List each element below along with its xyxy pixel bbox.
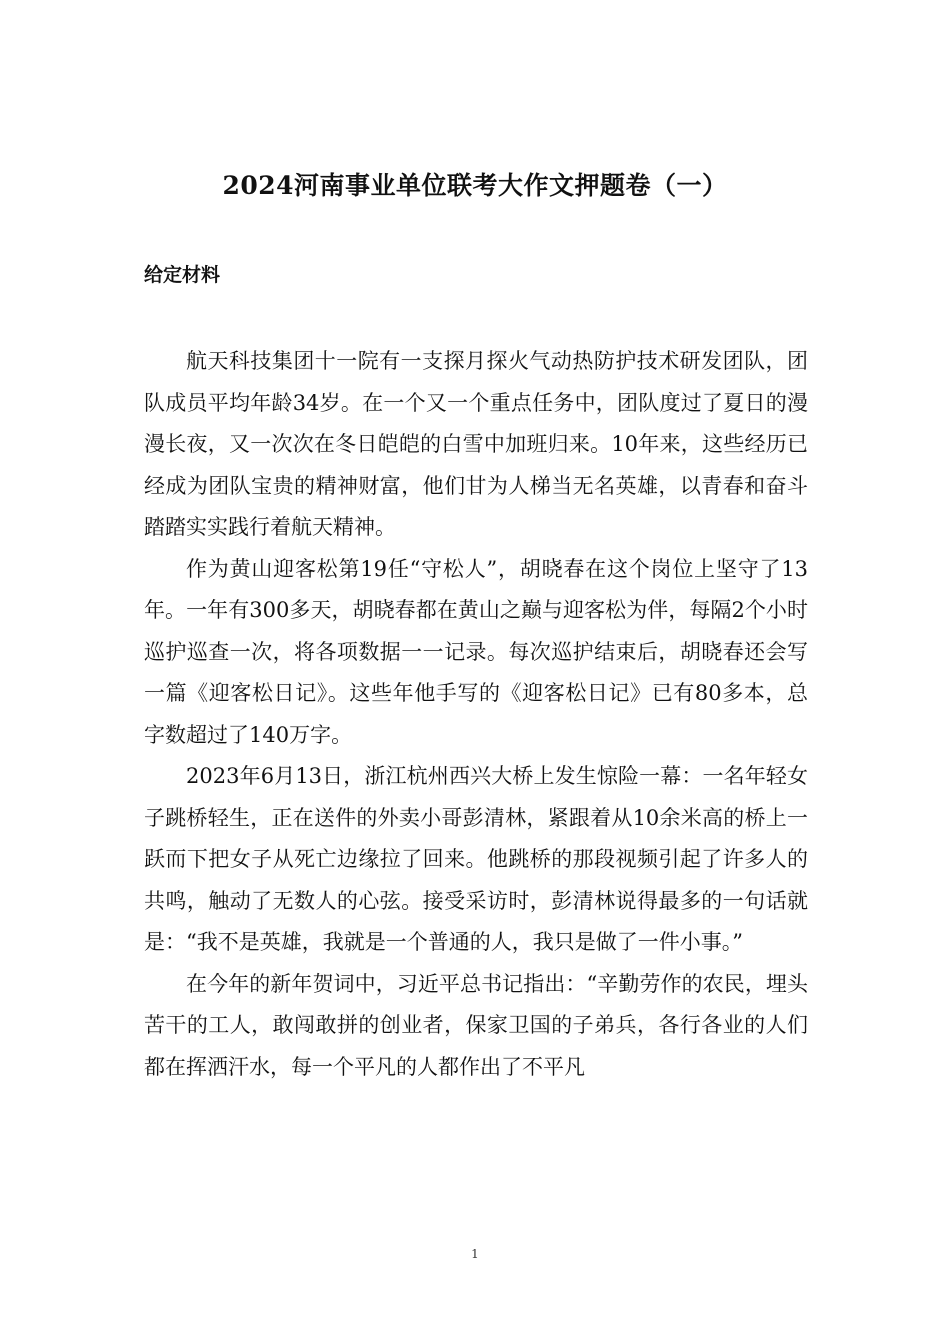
material-body (144, 341, 808, 1088)
paragraph-4: 在今年的新年贺词中，习近平总书记指出：“辛勤劳作的农民，埋头苦干的工人，敢闯敢拼的创业者，保家卫国的子弟兵，各行各业的人们都在挥洒汗水，每一个平凡的人都作出了不平凡 (144, 971, 808, 1079)
page-number: 1 (471, 1247, 479, 1261)
paragraph-2: 作为黄山迎客松第19任“守松人”，胡晓春在这个岗位上坚守了13年。一年有300多天，胡晓春都在黄山之巅与迎客松为伴，每隔2个小时巡护巡查一次，将各项数据一一记录。每次巡护结束后，胡晓春还会写一篇《迎客松日记》。这些年他手写的《迎客松日记》已有80多本，总字数超过了140万字。 (144, 556, 808, 747)
paragraph-1: 航天科技集团十一院有一支探月探火气动热防护技术研发团队，团队成员平均年龄34岁。在一个又一个重点任务中，团队度过了夏日的漫漫长夜，又一次次在冬日皑皑的白雪中加班归来。10年来，这些经历已经成为团队宝贵的精神财富，他们甘为人梯当无名英雄，以青春和奋斗踏踏实实践行着航天精神。 (144, 349, 808, 539)
paragraph-3: 2023年6月13日，浙江杭州西兴大桥上发生惊险一幕：一名年轻女子跳桥轻生，正在送件的外卖小哥彭清林，紧跟着从10余米高的桥上一跃而下把女子从死亡边缘拉了回来。他跳桥的那段视频引起了许多人的共鸣，触动了无数人的心弦。接受采访时，彭清林说得最多的一句话就是：“我不是英雄，我就是一个普通的人，我只是做了一件小事。” (144, 764, 808, 954)
section-heading: 给定材料 (144, 264, 221, 286)
document-title: 2024河南事业单位联考大作文押题卷（一） (222, 171, 728, 200)
